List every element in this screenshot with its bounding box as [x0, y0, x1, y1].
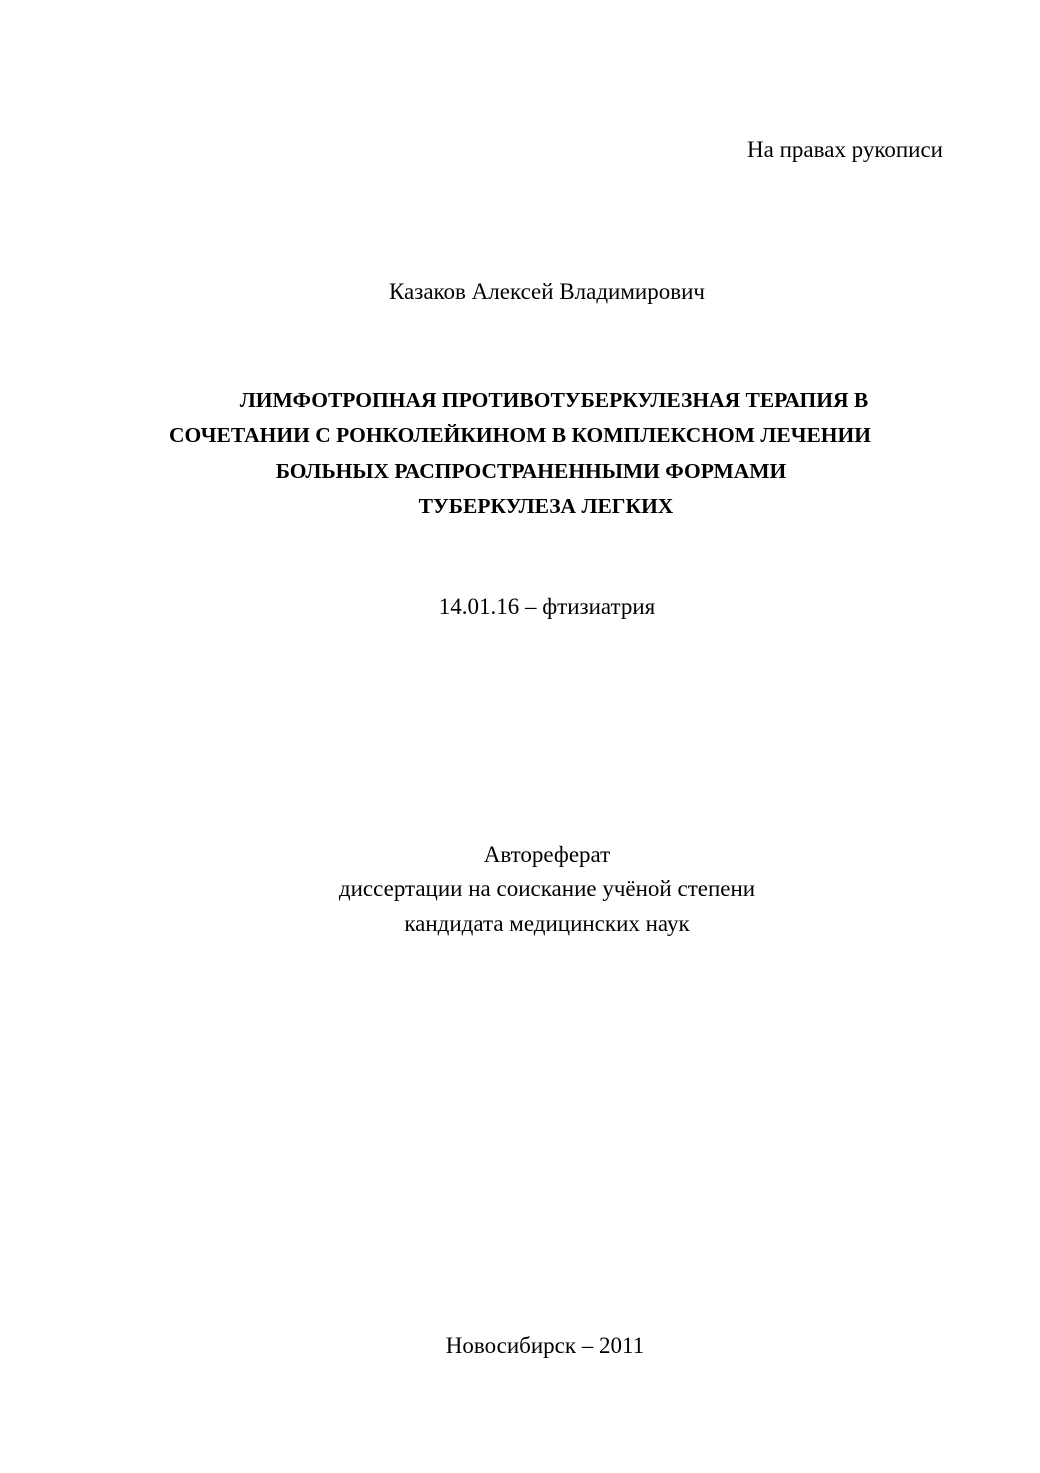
manuscript-note: На правах рукописи: [747, 137, 943, 162]
specialty-code: 14.01.16 – фтизиатрия: [438, 594, 656, 619]
title-line-4: ТУБЕРКУЛЕЗА ЛЕГКИХ: [418, 494, 674, 518]
city-year: Новосибирск – 2011: [445, 1333, 645, 1358]
title-line-1: ЛИМФОТРОПНАЯ ПРОТИВОТУБЕРКУЛЕЗНАЯ ТЕРАПИЯ В: [239, 388, 869, 412]
title-line-3: БОЛЬНЫХ РАСПРОСТРАНЕННЫМИ ФОРМАМИ: [275, 459, 787, 483]
degree-line: диссертации на соискание учёной степени: [338, 876, 756, 901]
title-line-2: СОЧЕТАНИИ С РОНКОЛЕЙКИНОМ В КОМПЛЕКСНОМ ЛЕЧЕНИИ: [169, 423, 871, 447]
candidate-line: кандидата медицинских наук: [404, 911, 690, 936]
author-name: Казаков Алексей Владимирович: [389, 279, 705, 304]
abstract-label: Автореферат: [483, 842, 611, 867]
